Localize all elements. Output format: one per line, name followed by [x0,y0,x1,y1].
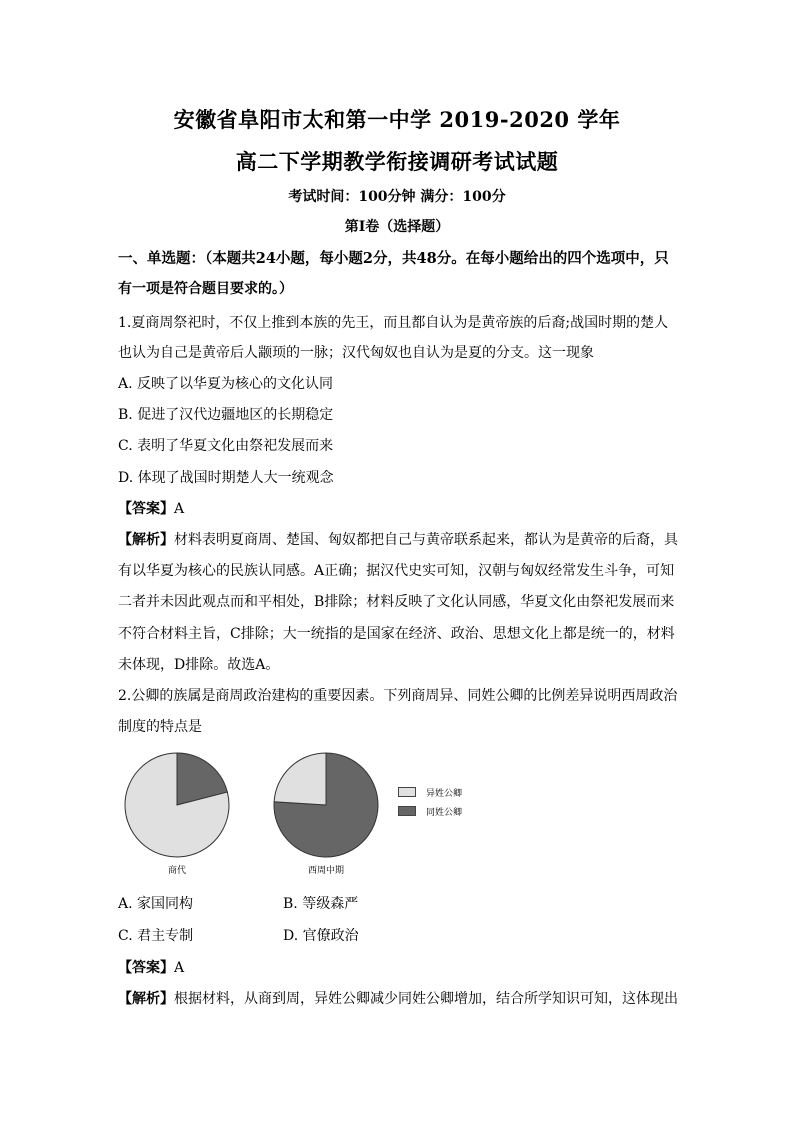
q2-option-b: B. 等级森严 [283,896,359,912]
q1-analysis-line5: 未体现，D排除。故选A。 [118,657,280,673]
q2-analysis-text1: 根据材料，从商到周，异姓公卿减少同姓公卿增加，结合所学知识可知，这体现出 [174,991,678,1007]
q1-answer [118,498,184,518]
q1-option-c: C. 表明了华夏文化由祭祀发展而来 [118,438,334,454]
q1-analysis-line2: 有以华夏为核心的民族认同感。A正确；据汉代史实可知，汉朝与匈奴经常发生斗争，可知 [118,563,675,579]
q1-analysis-text1: 材料表明夏商周、楚国、匈奴都把自己与黄帝联系起来，都认为是黄帝的后裔，具 [174,532,678,548]
page-title-line2: 高二下学期教学衔接调研考试试题 [235,149,559,174]
q2-option-a: A. 家国同构 [118,896,194,912]
legend-item-different-surname [398,787,462,797]
chart-legend [398,787,462,825]
legend-item-same-surname [398,806,462,816]
q2-analysis-label: 【解析】 [118,991,174,1007]
legend-label-same-surname: 同姓公卿 [426,807,463,818]
q1-analysis-line4: 不符合材料主旨，C排除；大一统指的是国家在经济、政治、思想文化上都是统一的，材料 [118,626,675,642]
pie-slice-western-zhou-different-surname [274,753,326,805]
q2-answer-label: 【答案】 [118,960,174,976]
section-heading-line1: 一、单选题：（本题共24小题，每小题2分，共48分。在每小题给出的四个选项中，只 [118,250,669,267]
q1-analysis-line3: 二者并未因此观点而和平相处，B排除；材料反映了文化认同感，华夏文化由祭祀发展而来 [118,594,675,610]
q2-answer [118,957,184,977]
q1-option-a: A. 反映了以华夏为核心的文化认同 [118,376,334,392]
legend-label-different-surname: 异姓公卿 [426,788,463,799]
q2-analysis-line1 [118,988,678,1008]
exam-info: 考试时间：100分钟 满分：100分 [288,189,506,205]
legend-swatch-same-surname [398,806,416,816]
pie-label-shang: 商代 [167,866,187,876]
legend-swatch-different-surname [398,787,416,797]
q1-analysis-label: 【解析】 [118,532,174,548]
pie-label-western-zhou: 西周中期 [307,866,345,876]
page-title-line1: 安徽省阜阳市太和第一中学 2019-2020 学年 [173,107,621,132]
q1-stem-line1: 1.夏商周祭祀时，不仅上推到本族的先王，而且都自认为是黄帝族的后裔;战国时期的楚人 [118,315,669,331]
volume-label: 第Ⅰ卷（选择题） [344,219,450,235]
section-heading-line2: 有一项是符合题目要求的。） [118,281,293,297]
q2-option-c: C. 君主专制 [118,928,194,944]
q1-stem-line2: 也认为自己是黄帝后人颛顼的一脉；汉代匈奴也自认为是夏的分支。这一现象 [118,345,594,361]
q1-option-b: B. 促进了汉代边疆地区的长期稳定 [118,407,334,423]
q2-answer-value: A [174,960,185,976]
q1-analysis-line1 [118,529,678,549]
q2-stem-line1: 2.公卿的族属是商周政治建构的重要因素。下列商周异、同姓公卿的比例差异说明西周政治 [118,688,678,704]
q2-stem-line2: 制度的特点是 [118,719,202,735]
q1-answer-value: A [174,501,185,517]
q1-option-d: D. 体现了战国时期楚人大一统观念 [118,470,334,486]
q2-option-d: D. 官僚政治 [283,928,359,944]
q1-answer-label: 【答案】 [118,501,174,517]
